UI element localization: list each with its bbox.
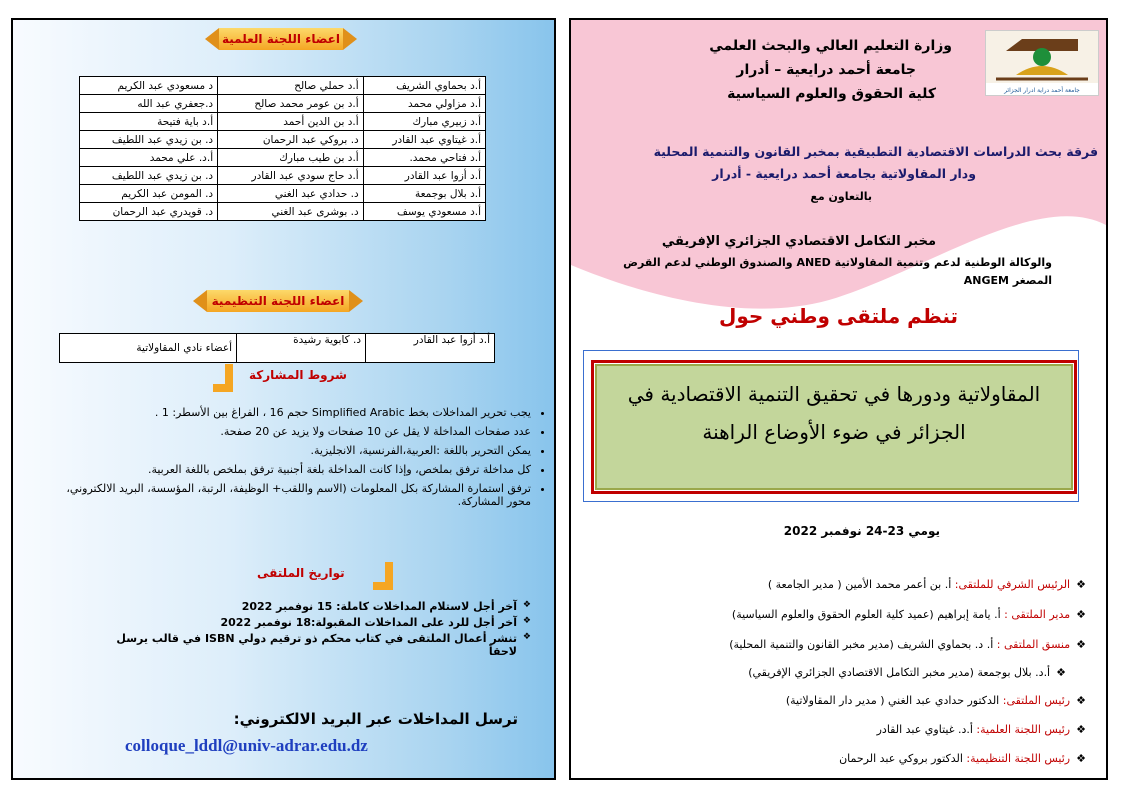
role-person: أ. د. بحماوي الشريف (مدير مخبر القانون والتنمية المحلية) [729,638,997,651]
event-date: يومي 23-24 نوفمبر 2022 [783,524,940,538]
role-title: رئيس الملتقى: [1002,694,1071,707]
committee-member: د. قويدري عبد الرحمان [80,203,218,221]
diamond-bullet-icon: ❖ [1076,608,1086,621]
org-cell: أ.د أزوا عبد القادر [366,334,495,363]
role-person: الدكتور بروكي عبد الرحمان [839,752,967,765]
diamond-bullet-icon: ❖ [1076,578,1086,591]
dates-title: تواريخ الملتقى [257,566,345,580]
role-title: منسق الملتقى : [996,638,1071,651]
role-title: رئيس اللجنة العلمية: [976,723,1071,736]
organize-title: تنظم ملتقى وطني حول [718,304,959,328]
dates-list [113,600,549,661]
role-title: رئيس اللجنة التنظيمية: [966,752,1071,765]
role-row [839,752,1086,765]
university-title: جامعة أحمد درايعية – أدرار [736,62,916,78]
condition-item: • يجب تحرير المداخلات بخط Simplified Arabic حجم 16 ، الفراغ بين الأسطر: 1 . [61,406,531,419]
condition-item: • عدد صفحات المداخلة لا يقل عن 10 صفحات ولا يزيد عن 20 صفحة. [61,425,531,438]
diamond-bullet-icon: ❖ [1076,723,1086,736]
role-title: مدير الملتقى : [1004,608,1071,621]
diamond-bullet-icon: ❖ [1076,752,1086,765]
email-label: ترسل المداخلات عبر البريد الالكتروني: [233,710,518,728]
left-panel [11,18,556,780]
conditions-corner-decoration [213,364,233,392]
committee-member: أ.د بن عومر محمد صالح [218,95,364,113]
agencies-line-1: والوكالة الوطنية لدعم وتنمية المقاولاتية ANED والصندوق الوطني لدعم القرض [623,256,1052,269]
committee-member: د مسعودي عبد الكريم [80,77,218,95]
logo-emblem-icon [986,31,1098,83]
agencies-line-2: المصغر ANGEM [963,274,1052,287]
committee-member: أ.د زبيري مبارك [363,113,485,131]
role-person: أ. يامة إبراهيم (عميد كلية العلوم الحقوق والعلوم السياسية) [731,608,1005,621]
diamond-bullet-icon: ❖ [1076,638,1086,651]
committee-row [80,95,486,113]
committee-member: د.جعفري عبد الله [80,95,218,113]
committee-member: د. بوشرى عبد الغني [218,203,364,221]
organizing-committee-ribbon [207,290,349,312]
organizing-committee-title: اعضاء اللجنة التنظيمية [211,294,345,308]
role-person: أ.د. بلال بوجمعة (مدير مخبر التكامل الاقتصادي الجزائري الإفريقي) [748,666,1051,679]
role-row [877,723,1086,736]
committee-member: أ.د باية فتيحة [80,113,218,131]
ministry-title: وزارة التعليم العالي والبحث العلمي [709,38,952,54]
dates-corner-decoration [373,562,393,590]
research-team-line-2: ودار المقاولاتية بجامعة أحمد درايعية - أدرار [712,166,976,181]
cooperation-label: بالتعاون مع [810,190,872,203]
condition-item: • ترفق استمارة المشاركة بكل المعلومات (الاسم واللقب+ الوظيفة، الرتبة، المؤسسة، البريد الالكتروني، محور المشاركة. [61,482,531,508]
conditions-list [61,406,549,514]
condition-item: • كل مداخلة ترفق بملخص، وإذا كانت المداخلة بلغة أجنبية ترفق بملخص باللغة العربية. [61,463,531,476]
committee-member: أ.د فتاحي محمد. [363,149,485,167]
conditions-title: شروط المشاركة [249,368,347,382]
role-row [732,608,1086,621]
lab-title: مخبر التكامل الاقتصادي الجزائري الإفريقي [661,234,936,249]
role-person: الدكتور حدادي عبد الغني ( مدير دار المقاولاتية) [785,694,1003,707]
committee-member: أ.د بلال بوجمعة [363,185,485,203]
committee-member: د. حدادي عبد الغني [218,185,364,203]
committee-member: د. المومن عبد الكريم [80,185,218,203]
faculty-title: كلية الحقوق والعلوم السياسية [727,86,936,102]
committee-member: أ.د بن الدين أحمد [218,113,364,131]
committee-member: أ.د مزاولي محمد [363,95,485,113]
role-person: أ.د. غيتاوي عبد القادر [876,723,977,736]
condition-item: • يمكن التحرير باللغة :العربية،الفرنسية، الانجليزية. [61,444,531,457]
committee-member: أ.د مسعودي يوسف [363,203,485,221]
committee-member: أ.د حاج سودي عبد القادر [218,167,364,185]
scientific-committee-table [79,76,486,221]
date-item: ❖ تنشر أعمال الملتقى في كتاب محكم ذو ترقيم دولي ISBN في قالب يرسل لاحقاً [113,632,531,658]
committee-row [80,185,486,203]
diamond-bullet-icon: ❖ [1056,666,1066,679]
committee-row [80,149,486,167]
committee-member: أ.د بحماوي الشريف [363,77,485,95]
role-row [748,666,1066,679]
theme-box [595,364,1073,490]
committee-member: أ.د. علي محمد [80,149,218,167]
committee-row [80,203,486,221]
committee-member: أ.د غيتاوي عبد القادر [363,131,485,149]
committee-row [80,77,486,95]
role-row [768,578,1086,591]
committee-row [80,167,486,185]
committee-member: أ.د أزوا عبد القادر [363,167,485,185]
committee-member: د. بن زيدي عبد اللطيف [80,131,218,149]
right-panel [569,18,1108,780]
research-team-line-1: فرقة بحث الدراسات الاقتصادية التطبيقية بمخبر القانون والتنمية المحلية [653,144,1098,159]
scientific-committee-title: اعضاء اللجنة العلمية [222,32,340,46]
diamond-bullet-icon: ❖ [1076,694,1086,707]
theme-line-2: الجزائر في ضوء الأوضاع الراهنة [702,420,966,444]
committee-member: د. بن زيدي عبد اللطيف [80,167,218,185]
committee-row [80,113,486,131]
logo-text: جامعة أحمد دراية ادرار الجزائر [1004,87,1080,94]
role-person: أ. بن أعمر محمد الأمين ( مدير الجامعة ) [767,578,955,591]
date-item: ❖ آخر أجل للرد على المداخلات المقبولة:18 نوفمبر 2022 [113,616,531,629]
role-row [786,694,1086,707]
org-cell: أعضاء نادي المقاولاتية [60,334,237,363]
committee-member: أ.د حملي صالح [218,77,364,95]
org-cell: د. كابوية رشيدة [237,334,366,363]
scientific-committee-ribbon [219,28,343,50]
committee-member: د. بروكي عبد الرحمان [218,131,364,149]
theme-line-1: المقاولاتية ودورها في تحقيق التنمية الاقتصادية في [627,382,1041,406]
committee-member: أ.د بن طيب مبارك [218,149,364,167]
date-item: ❖ آخر أجل لاستلام المداخلات كاملة: 15 نوفمبر 2022 [113,600,531,613]
organizing-committee-table [59,333,495,363]
university-logo [985,30,1099,96]
email-address[interactable]: colloque_lddl@univ-adrar.edu.dz [125,736,368,755]
committee-row [80,131,486,149]
role-row [729,638,1086,651]
role-title: الرئيس الشرفي للملتقى: [954,578,1071,591]
